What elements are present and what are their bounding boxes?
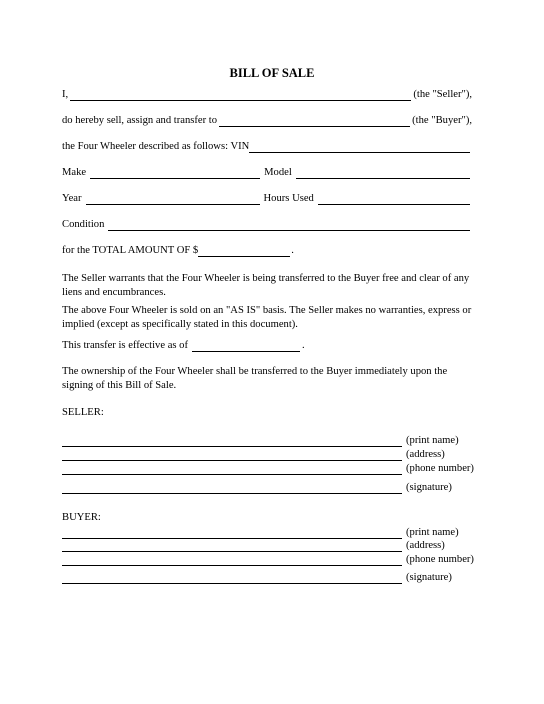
amount-suffix: . (291, 245, 294, 256)
seller-print-name-line[interactable] (62, 437, 402, 447)
buyer-print-name-line[interactable] (62, 529, 402, 539)
hours-label: Hours Used (263, 193, 314, 204)
make-label: Make (62, 167, 87, 178)
document-title: BILL OF SALE (229, 66, 315, 80)
amount-blank[interactable] (198, 246, 290, 257)
seller-print-name-label: (print name) (406, 435, 459, 446)
effective-prefix: This transfer is effective as of (62, 340, 188, 351)
buyer-signature-line[interactable] (62, 574, 402, 584)
buyer-signature-label: (signature) (406, 572, 452, 583)
make-blank[interactable] (90, 168, 260, 179)
condition-line (62, 218, 472, 231)
year-hours-line (62, 192, 472, 205)
model-label: Model (264, 167, 292, 178)
year-label: Year (62, 193, 82, 204)
amount-prefix: for the TOTAL AMOUNT OF $ (62, 245, 199, 256)
seller-phone-line[interactable] (62, 465, 402, 475)
seller-signature-line[interactable] (62, 484, 402, 494)
make-model-line (62, 166, 472, 179)
seller-address-row (62, 449, 482, 461)
condition-blank[interactable] (108, 220, 470, 231)
amount-line (62, 244, 294, 257)
seller-address-line[interactable] (62, 451, 402, 461)
buyer-section-label: BUYER: (62, 512, 101, 523)
buyer-phone-label: (phone number) (406, 554, 474, 565)
as-is-paragraph: The above Four Wheeler is sold on an "AS IS" basis. The Seller makes no warranties, express or implied (except as specifically stated in this document). (62, 305, 472, 330)
vin-label: the Four Wheeler described as follows: VIN (62, 141, 250, 152)
effective-date-blank[interactable] (192, 341, 300, 352)
buyer-signature-row (62, 572, 482, 584)
seller-signature-row (62, 482, 482, 494)
seller-phone-row (62, 463, 482, 475)
buyer-phone-row (62, 554, 482, 566)
seller-prefix: I, (62, 89, 69, 100)
buyer-address-line[interactable] (62, 542, 402, 552)
buyer-address-row (62, 540, 482, 552)
seller-name-blank[interactable] (70, 90, 411, 101)
warranty-paragraph: The Seller warrants that the Four Wheeler is being transferred to the Buyer free and clear of any liens and encumbrances. (62, 273, 470, 298)
buyer-phone-line[interactable] (62, 556, 402, 566)
seller-suffix: (the "Seller"), (413, 89, 472, 100)
effective-suffix: . (302, 340, 305, 351)
seller-line (62, 88, 472, 101)
buyer-name-blank[interactable] (219, 116, 410, 127)
seller-signature-label: (signature) (406, 482, 452, 493)
model-blank[interactable] (296, 168, 470, 179)
buyer-suffix: (the "Buyer"), (412, 115, 472, 126)
year-blank[interactable] (86, 194, 260, 205)
ownership-paragraph: The ownership of the Four Wheeler shall be transferred to the Buyer immediately upon the signing of this Bill of Sale. (62, 366, 448, 391)
buyer-print-name-row (62, 527, 482, 539)
buyer-line (62, 114, 472, 127)
vin-blank[interactable] (249, 142, 470, 153)
seller-section-label: SELLER: (62, 407, 104, 418)
seller-address-label: (address) (406, 449, 445, 460)
transfer-prefix: do hereby sell, assign and transfer to (62, 115, 218, 126)
buyer-address-label: (address) (406, 540, 445, 551)
vin-line (62, 140, 472, 153)
hours-blank[interactable] (318, 194, 470, 205)
buyer-print-name-label: (print name) (406, 527, 459, 538)
seller-print-name-row (62, 435, 482, 447)
condition-label: Condition (62, 219, 105, 230)
effective-line (62, 339, 305, 352)
seller-phone-label: (phone number) (406, 463, 474, 474)
